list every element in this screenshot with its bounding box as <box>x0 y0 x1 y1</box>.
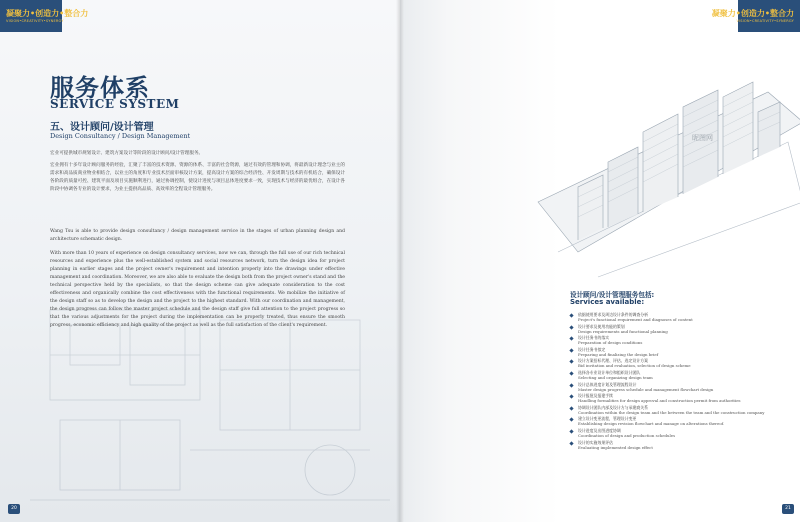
service-item <box>570 358 798 370</box>
service-item <box>570 428 798 440</box>
service-item <box>570 335 798 347</box>
service-item-en: Coordination of design and production schedules <box>578 432 676 438</box>
experience-paragraph-en: With more than 10 years of experience on design consultancy services, now we can, through the full use of our rich technical resources and experience plus the well-established system and social resources network, turn the design idea for project planning in earlier stages and the project owner's requirement and intention properly into the drawings under effective management and coordination. Moreover, we are also able to evaluate the design both from the project owner's stand and the technical perspective held by the specialists, so that the design scheme can give adequate consideration to the cost effectiveness and organically combine the cost effectiveness with the functional requirements. We mobilize the initiative of the design staff so as to develop the design and the project to the highest standard. With our coordination and management, the design progress can follow the master project schedule and the design staff give full attention to the project progress so that the various adjustments for the project during the implementation can be properly treated, thus ensure the smooth progress, economic efficiency and high quality of the project as well as the full satisfaction of the client's requirement. <box>50 251 345 328</box>
page-number-left: 20 <box>8 504 20 514</box>
page-gutter-shadow <box>396 0 404 522</box>
experience-paragraph-cn: 宏业拥有十多年设计顾问服务的经验，汇聚了丰富的技术资源、资源的体系、丰富的社会资源，通过有效的管理和协调，将最新设计理念与业主的需求和高品质商业物业相结合，以业主的角度和专业技术层面审核设计方案，提高设计方案的综合经济性、开发周期与技术的有机结合，确保设计各阶段的质量可控、建筑平面及项目实施顺利进行，通过协调控制，使设计进度与项目总体进度要求一致，实现技术与经济的最优组合，在设计各阶段中协调各专业的设计要求，为业主提供高品质、高效率的全程设计管理服务。 <box>50 163 345 192</box>
diamond-bullet-icon <box>569 441 573 445</box>
service-item <box>570 347 798 359</box>
service-item <box>570 393 798 405</box>
service-item-cn: 选择各专业设计单位和组织设计团队 <box>578 369 641 375</box>
header-slogan: 凝聚力•创造力•整合力 <box>711 9 794 18</box>
header-slogan-en: VISION•CREATIVITY•SYNERGY <box>736 19 794 23</box>
service-item-cn: 依据使用要求及周边设计条件的调查分析 <box>578 312 649 317</box>
diamond-bullet-icon <box>569 395 573 399</box>
service-item <box>570 312 798 324</box>
service-item-cn: 建立设计变更流程，管理设计变更 <box>578 416 637 422</box>
service-item-cn: 设计报批及报建手续 <box>578 393 614 399</box>
diamond-bullet-icon <box>569 406 573 410</box>
service-item-cn: 设计任务书拟定 <box>578 346 606 352</box>
service-item-en: Project's functional requirement and diagnoses of content <box>578 317 693 322</box>
service-item-en: Evaluating implemented design effect <box>578 444 653 450</box>
service-item-cn: 设计的实施效果评估 <box>578 439 614 445</box>
service-item-cn: 设计方案招标代理、评估、选定设计方案 <box>578 358 649 364</box>
diamond-bullet-icon <box>569 383 573 387</box>
service-item-en: Bid invitation and evaluation, selection of design scheme <box>578 363 691 369</box>
service-item-en: Coordination within the design team and the between the team and the construction company <box>578 409 765 415</box>
service-item-en: Handling formalities for design approval and construction permit from authorities <box>578 398 741 404</box>
right-page <box>400 0 800 522</box>
diamond-bullet-icon <box>569 337 573 341</box>
service-item-cn: 设计任务书的落实 <box>578 335 610 341</box>
service-item-cn: 设计要求及使用功能的策划 <box>578 323 625 329</box>
service-item-en: Selecting and organizing design team <box>578 374 653 380</box>
section-heading: 五、设计顾问/设计管理 <box>50 122 154 133</box>
diamond-bullet-icon <box>569 429 573 433</box>
diamond-bullet-icon <box>569 325 573 329</box>
header-slogan: 凝聚力•创造力•整合力 <box>6 9 89 18</box>
section-heading-en: Design Consultancy / Design Management <box>50 132 191 140</box>
page-title: 服务体系 <box>50 74 150 102</box>
service-item-en: Establishing design revision flowchart and manage on alterations thereof. <box>578 421 725 427</box>
page-number-right: 21 <box>782 504 794 514</box>
blueprint-background <box>30 300 390 510</box>
diamond-bullet-icon <box>569 371 573 375</box>
service-item-cn: 设计进度及出图进度协调 <box>578 427 621 433</box>
header-slogan-en: VISION•CREATIVITY•SYNERGY <box>6 19 64 23</box>
diamond-bullet-icon <box>569 313 573 317</box>
service-item-cn: 协调设计团队内部及设计方与承建商关系 <box>578 404 649 410</box>
service-item-en: Master design progress schedule and management flowchart design <box>578 386 714 392</box>
services-list <box>570 312 798 451</box>
watermark: 昵图网 <box>692 134 713 142</box>
diamond-bullet-icon <box>569 360 573 364</box>
services-heading: 设计顾问/设计管理服务包括: <box>570 291 655 299</box>
service-item <box>570 382 798 394</box>
service-item <box>570 405 798 417</box>
service-item-cn: 设计总体进度计划及管理流程设计 <box>578 381 637 387</box>
services-heading-en: Services available: <box>570 298 645 306</box>
service-item <box>570 440 798 452</box>
page-title-en: SERVICE SYSTEM <box>50 97 180 111</box>
service-item <box>570 324 798 336</box>
service-item-en: Preparing and finalizing the design brief <box>578 351 659 357</box>
service-item-en: Design requirements and functional planning <box>578 328 668 334</box>
intro-paragraph-cn: 宏业可提供城市规划设计、建筑方案设计等阶段的设计顾问/设计管理服务。 <box>50 151 204 156</box>
service-item <box>570 416 798 428</box>
intro-paragraph-en: Wang Tsu is able to provide design consultancy / design management service in the stages of urban planning design and architecture schematic design. <box>50 229 345 242</box>
service-item <box>570 370 798 382</box>
diamond-bullet-icon <box>569 348 573 352</box>
service-item-en: Preparation of design conditions <box>578 340 643 346</box>
building-rendering-image <box>518 52 800 282</box>
diamond-bullet-icon <box>569 418 573 422</box>
